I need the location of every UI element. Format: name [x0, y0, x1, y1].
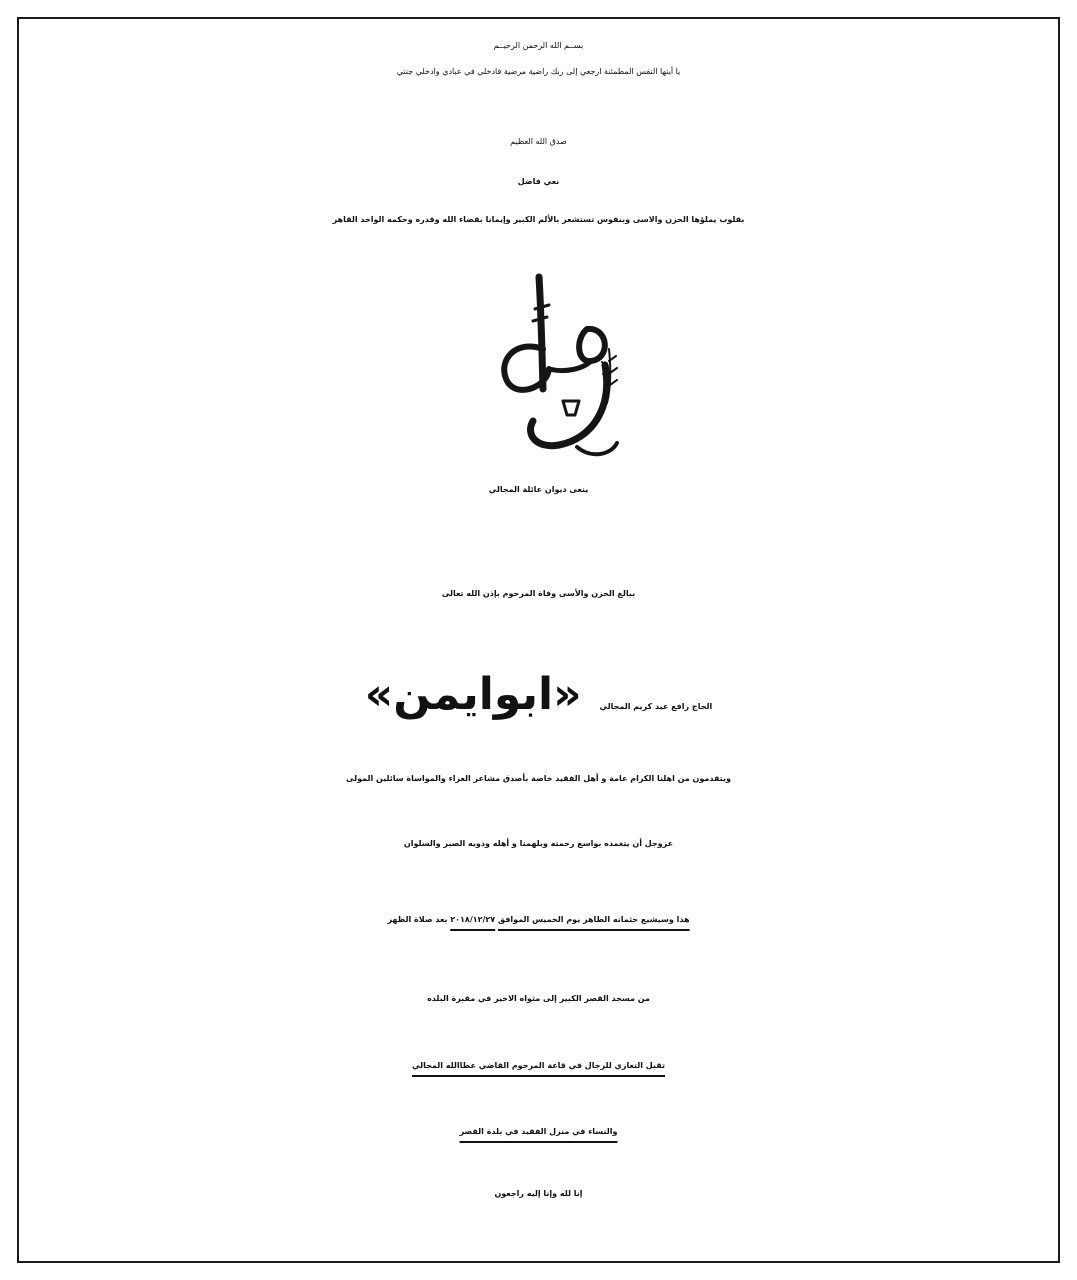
intro-title: نعي فاضل [517, 177, 560, 186]
condolences-men-line [19, 1061, 1058, 1070]
deceased-name: الحاج رافع عيد كريم المجالي [599, 702, 713, 711]
condolence-line-2: عزوجل أن يتغمده بواسع رحمته ويلهمنا و أهله وذويه الصبر والسلوان [403, 839, 674, 848]
deceased-nickname: «ابوايمن» [364, 669, 582, 720]
basmala: بســم الله الرحمن الرحيــم [493, 41, 584, 50]
intro-text: بقلوب يملؤها الحزن والاسى وبنفوس تستشعر بالألم الكبير وإيمانا بقضاء الله وقدره وحكمه الواحد القاهر [332, 215, 745, 224]
condolences-women-line [19, 1127, 1058, 1136]
funeral-text: هذا وسيشيع جثمانه الطاهر يوم الخميس الموافق [497, 915, 690, 924]
notice-frame [17, 17, 1060, 1263]
condolences-women: والنساء في منزل الفقيد في بلدة القصر [459, 1127, 618, 1136]
announcement-subheading: ببالغ الحزن والأسى وفاة المرحوم بإذن الله تعالى [441, 589, 636, 598]
verse-closing: صدق الله العظيم [510, 137, 567, 146]
funeral-date: ٢٠١٨/١٢/٢٧ [450, 915, 496, 924]
funeral-route: من مسجد القصر الكبير إلى مثواه الاخير في مقبرة البلده [427, 994, 650, 1003]
closing-phrase: إنا لله وإنا إليه راجعون [494, 1189, 583, 1198]
quran-verse: يا أيتها النفس المطمئنة ارجعي إلى ربك راضية مرضية فادخلي في عبادي وادخلي جنتي [396, 67, 681, 76]
condolences-men: تقبل التعازي للرجال في قاعة المرحوم القاضي عطاالله المجالي [412, 1061, 665, 1070]
deceased-name-line [19, 669, 1058, 720]
funeral-line [19, 915, 1058, 924]
funeral-after: بعد صلاة الظهر [387, 915, 448, 924]
announcement-heading: ينعى ديوان عائلة المجالي [488, 485, 589, 494]
majali-family-calligraphy-logo-icon [487, 269, 627, 469]
condolence-line-1: ويتقدمون من اهلنا الكرام عامة و أهل الفقيد خاصة بأصدق مشاعر العزاء والمواساة سائلين المولى [346, 774, 731, 783]
